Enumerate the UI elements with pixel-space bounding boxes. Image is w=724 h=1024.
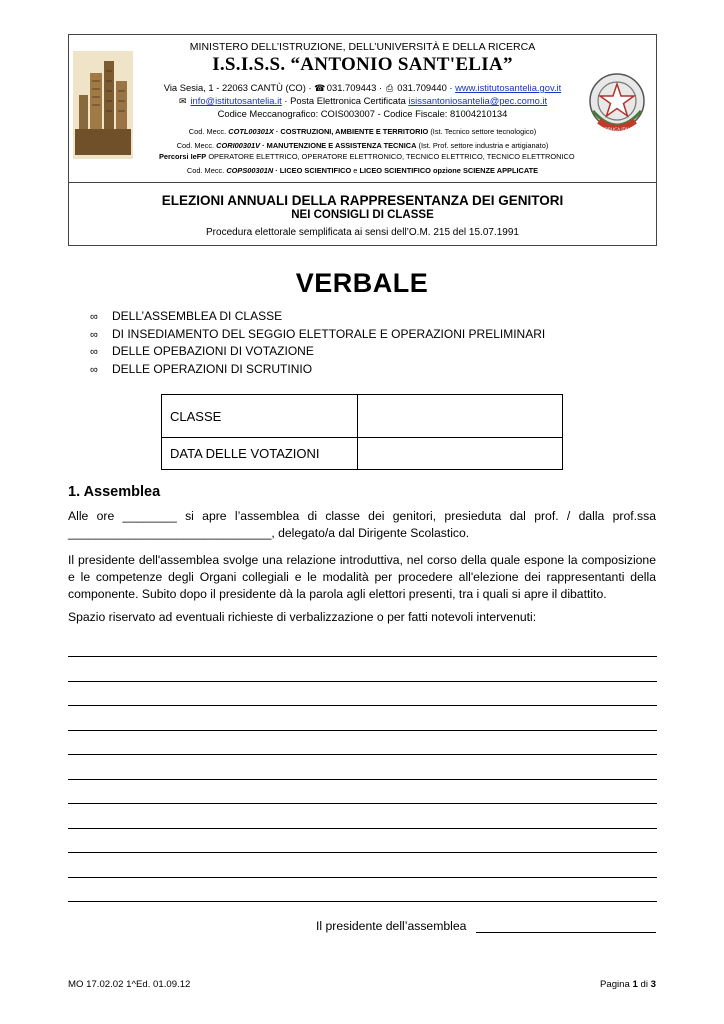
email-link[interactable]: info@istitutosantelia.it xyxy=(190,95,282,106)
course-line xyxy=(159,141,566,150)
list-item-label: DELLE OPERAZIONI DI SCRUTINIO xyxy=(112,361,313,376)
list-item xyxy=(90,326,545,344)
table-row xyxy=(162,395,563,438)
section-title: 1. Assemblea xyxy=(68,484,161,500)
emblem-label: REPUBBLICA ITALIANA xyxy=(593,127,641,132)
writing-line[interactable] xyxy=(68,828,657,853)
envelope-icon: ✉ xyxy=(179,96,187,106)
course-name: · MANUTENZIONE E ASSISTENZA TECNICA xyxy=(262,141,417,150)
opening-paragraph: Alle ore ________ si apre l’assemblea di classe dei genitori, presieduta dal prof. / dalla prof.ssa ______________________________, delegato/a dal Dirigente Scolastico. xyxy=(68,509,656,540)
writing-line[interactable] xyxy=(68,705,657,730)
election-subtitle: NEI CONSIGLI DI CLASSE xyxy=(291,209,434,221)
school-header xyxy=(68,34,657,246)
writing-line[interactable] xyxy=(68,730,657,755)
ministry-line: MINISTERO DELL’ISTRUZIONE, DELL’UNIVERSITÀ E DELLA RICERCA xyxy=(189,41,536,53)
school-letterhead xyxy=(69,35,656,183)
course-prefix: Cod. Mecc. xyxy=(176,141,215,150)
website-link[interactable]: www.istitutosantelia.gov.it xyxy=(455,82,562,93)
writing-line[interactable] xyxy=(68,803,657,828)
course-note: OPERATORE ELETTRICO, OPERATORE ELETTRONICO, TECNICO ELETTRICO, TECNICO ELETTRONICO xyxy=(208,152,575,161)
notes-writing-area[interactable] xyxy=(68,656,657,926)
class-info-table xyxy=(161,394,563,470)
course-line xyxy=(159,166,566,175)
writing-line[interactable] xyxy=(68,779,657,804)
infinity-bullet-icon: ∞ xyxy=(90,328,98,341)
pec-link[interactable]: isissantoniosantelia@pec.como.it xyxy=(408,95,548,106)
page-prefix: Pagina xyxy=(599,979,630,990)
document-title: VERBALE xyxy=(295,268,429,298)
infinity-bullet-icon: ∞ xyxy=(90,311,98,323)
introduction-paragraph: Il presidente dell'assemblea svolge una relazione introduttiva, nel corso della quale espone la composizione e le competenze degli Organi collegiali e le modalità per procedere all'elezione dei rappresentanti della componente. Subito dopo il presidente dà la parola agli elettori presenti, tra i quali si apre il dibattito. xyxy=(68,553,656,601)
vote-date-label: DATA DELLE VOTAZIONI xyxy=(162,438,358,470)
phone-number: 031.709443 · xyxy=(326,82,383,93)
course-prefix: Cod. Mecc. xyxy=(188,127,227,136)
notes-prompt: Spazio riservato ad eventuali richieste di verbalizzazione o per fatti notevoli intervenuti: xyxy=(68,610,537,624)
list-item xyxy=(90,343,545,361)
list-item-label: DELLE OPEBAZIONI DI VOTAZIONE xyxy=(112,344,314,358)
writing-line[interactable] xyxy=(68,754,657,779)
total-pages: 3 xyxy=(650,979,656,990)
class-field[interactable] xyxy=(358,395,563,438)
document-code: MO 17.02.02 1^Ed. 01.09.12 xyxy=(68,979,191,990)
school-name: I.S.I.S.S. “ANTONIO SANT'ELIA” xyxy=(212,54,513,75)
list-item-label: DI INSEDIAMENTO DEL SEGGIO ELETTORALE E OPERAZIONI PRELIMINARI xyxy=(112,326,546,341)
list-item xyxy=(90,308,545,326)
course-code: COTL00301X xyxy=(228,127,274,136)
list-item-label: DELL’ASSEMBLEA DI CLASSE xyxy=(112,309,283,323)
course-name: · LICEO SCIENTIFICO xyxy=(275,166,352,175)
list-item xyxy=(90,361,545,379)
course-note: (Ist. Prof. settore industria e artigianato) xyxy=(418,141,549,150)
fax-icon: ⎙ xyxy=(386,83,394,93)
course-note: (Ist. Tecnico settore tecnologico) xyxy=(430,127,537,136)
page-number xyxy=(600,979,656,990)
course-prefix: Cod. Mecc. xyxy=(186,166,225,175)
course-code: COPS00301N xyxy=(226,166,274,175)
infinity-bullet-icon: ∞ xyxy=(90,363,98,376)
email-line xyxy=(159,95,566,107)
school-address: Via Sesia, 1 - 22063 CANTÙ (CO) · xyxy=(163,82,312,93)
phone-icon: ☎ xyxy=(314,83,326,93)
class-label: CLASSE xyxy=(162,395,358,438)
page-of: di xyxy=(640,979,648,990)
writing-line[interactable] xyxy=(68,656,657,681)
signature-label: Il presidente dell’assemblea xyxy=(316,919,467,933)
table-row xyxy=(162,438,563,470)
course-line xyxy=(159,127,566,136)
address-line xyxy=(159,82,566,94)
fiscal-codes: Codice Meccanografico: COIS003007 - Codice Fiscale: 81004210134 xyxy=(217,108,508,119)
election-title: ELEZIONI ANNUALI DELLA RAPPRESENTANZA DEI GENITORI xyxy=(161,193,564,208)
italian-republic-emblem xyxy=(585,69,649,141)
course-line xyxy=(159,152,575,161)
election-note: Procedura elettorale semplificata ai sensi dell’O.M. 215 del 15.07.1991 xyxy=(206,227,519,238)
current-page: 1 xyxy=(632,979,638,990)
fax-number: 031.709440 · xyxy=(397,82,453,93)
course-note: e xyxy=(353,166,358,175)
course-name: LICEO SCIENTIFICO opzione SCIENZE APPLICATE xyxy=(359,166,539,175)
vote-date-field[interactable] xyxy=(358,438,563,470)
writing-line[interactable] xyxy=(68,852,657,877)
infinity-bullet-icon: ∞ xyxy=(90,346,98,358)
writing-line[interactable] xyxy=(68,681,657,706)
course-prefix: Percorsi IeFP xyxy=(159,152,207,161)
signature-line[interactable] xyxy=(476,932,656,933)
course-code: CORI00301V xyxy=(216,141,261,150)
course-name: · COSTRUZIONI, AMBIENTE E TERRITORIO xyxy=(275,127,429,136)
verbale-sections-list xyxy=(90,308,545,378)
pec-label: · Posta Elettronica Certificata xyxy=(284,95,406,106)
writing-line[interactable] xyxy=(68,877,657,902)
